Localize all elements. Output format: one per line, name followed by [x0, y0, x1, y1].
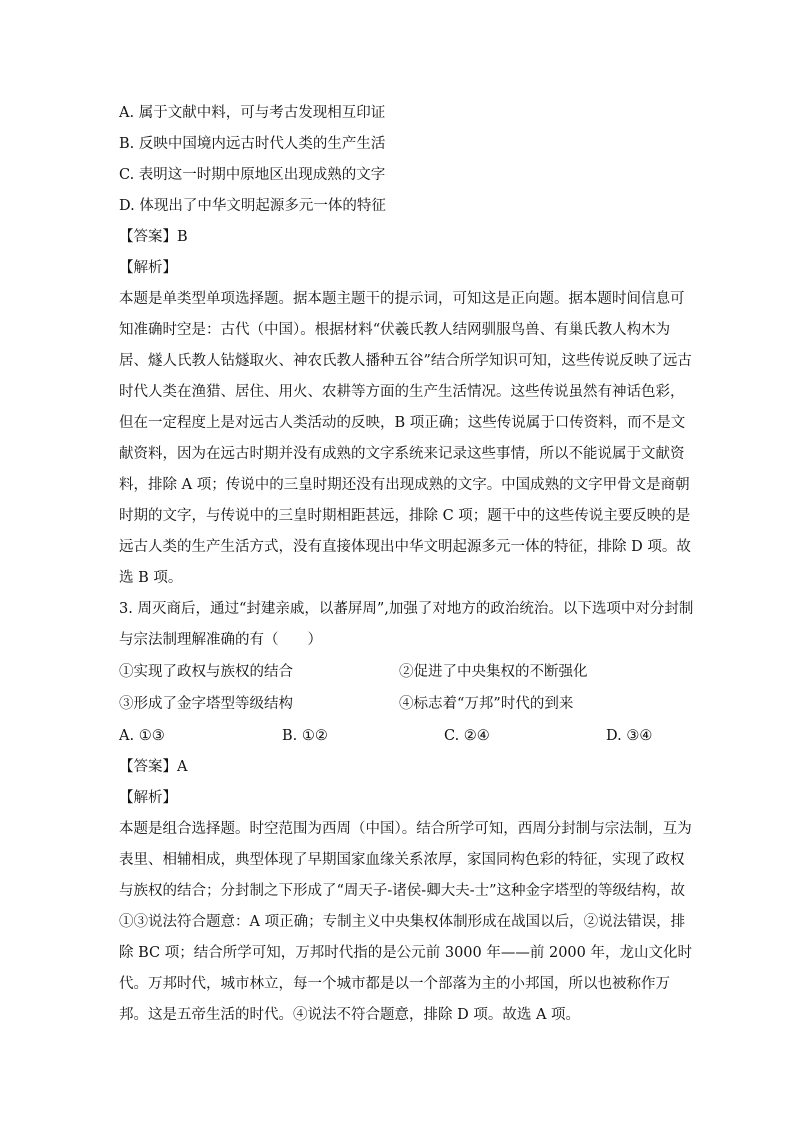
q3-stem-line: 与宗法制理解准确的有（ ）: [119, 632, 322, 648]
q2-analysis-line: 远古人类的生产生活方式，没有直接体现出中华文明起源多元一体的特征，排除 D 项。故: [119, 539, 691, 555]
q3-analysis-line: 本题是组合选择题。时空范围为西周（中国）。结合所学可知，西周分封制与宗法制，互为: [119, 821, 692, 837]
q2-option-d: D. 体现出了中华文明起源多元一体的特征: [119, 198, 386, 214]
q3-option-b: B. ①②: [282, 728, 328, 744]
q2-analysis-line: 选 B 项。: [119, 570, 183, 586]
q2-analysis-line: 知准确时空是：古代（中国）。根据材料“伏羲氏教人结网驯服鸟兽、有巢氏教人构木为: [119, 322, 671, 338]
q3-statement-4: ④标志着“万邦”时代的到来: [399, 696, 574, 712]
q2-analysis-line: 本题是单类型单项选择题。据本题主题干的提示词，可知这是正向题。据本题时间信息可: [119, 291, 685, 307]
q3-stem-line: 3. 周灭商后，通过“封建亲戚，以蕃屏周”,加强了对地方的政治统治。以下选项中对分封制: [119, 601, 694, 617]
q2-analysis-line: 但在一定程度上是对远古人类活动的反映，B 项正确；这些传说属于口传资料，而不是文: [119, 415, 686, 431]
q3-analysis-line: 除 BC 项；结合所学可知，万邦时代指的是公元前 3000 年——前 2000 年，龙山文化时: [119, 945, 692, 961]
q2-analysis-line: 居、燧人氏教人钻燧取火、神农氏教人播种五谷”结合所学知识可知，这些传说反映了远古: [119, 353, 692, 369]
q2-analysis-line: 时期的文字，与传说中的三皇时期相距甚远，排除 C 项；题干中的这些传说主要反映的是: [119, 508, 691, 524]
q3-option-d: D. ③④: [606, 728, 653, 744]
q3-option-a: A. ①③: [119, 728, 165, 744]
q2-analysis-line: 献资料，因为在远古时期并没有成熟的文字系统来记录这些事情，所以不能说属于文献资: [119, 446, 685, 462]
q3-statement-1: ①实现了政权与族权的结合: [119, 664, 293, 680]
q2-analysis-line: 料，排除 A 项；传说中的三皇时期还没有出现成熟的文字。中国成熟的文字甲骨文是商朝: [119, 477, 690, 493]
q2-analysis-line: 时代人类在渔猎、居住、用火、农耕等方面的生产生活情况。这些传说虽然有神话色彩，: [119, 384, 685, 400]
q3-statement-3: ③形成了金字塔型等级结构: [119, 696, 293, 712]
q2-option-b: B. 反映中国境内远古时代人类的生产生活: [119, 136, 386, 152]
q3-analysis-line: 邦。这是五帝生活的时代。④说法不符合题意，排除 D 项。故选 A 项。: [119, 1007, 581, 1023]
q3-analysis-line: 代。万邦时代，城市林立，每一个城市都是以一个部落为主的小邦国，所以也被称作万: [119, 976, 670, 992]
q2-option-a: A. 属于文献中料，可与考古发现相互印证: [119, 105, 386, 121]
q3-analysis-line: 与族权的结合；分封制之下形成了“周天子-诸侯-卿大夫-士”这种金字塔型的等级结构，故: [119, 883, 686, 899]
q3-analysis-line: ①③说法符合题意：A 项正确；专制主义中央集权体制形成在战国以后，②说法错误，排: [119, 914, 686, 930]
q2-answer: 【答案】B: [119, 229, 188, 245]
q2-analysis-label: 【解析】: [119, 260, 177, 276]
q2-option-c: C. 表明这一时期中原地区出现成熟的文字: [119, 167, 386, 183]
q3-analysis-line: 表里、相辅相成，典型体现了早期国家血缘关系浓厚，家国同构色彩的特征，实现了政权: [119, 852, 685, 868]
q3-answer: 【答案】A: [119, 759, 188, 775]
q3-option-c: C. ②④: [444, 728, 490, 744]
q3-analysis-label: 【解析】: [119, 790, 177, 806]
q3-statement-2: ②促进了中央集权的不断强化: [399, 664, 588, 680]
